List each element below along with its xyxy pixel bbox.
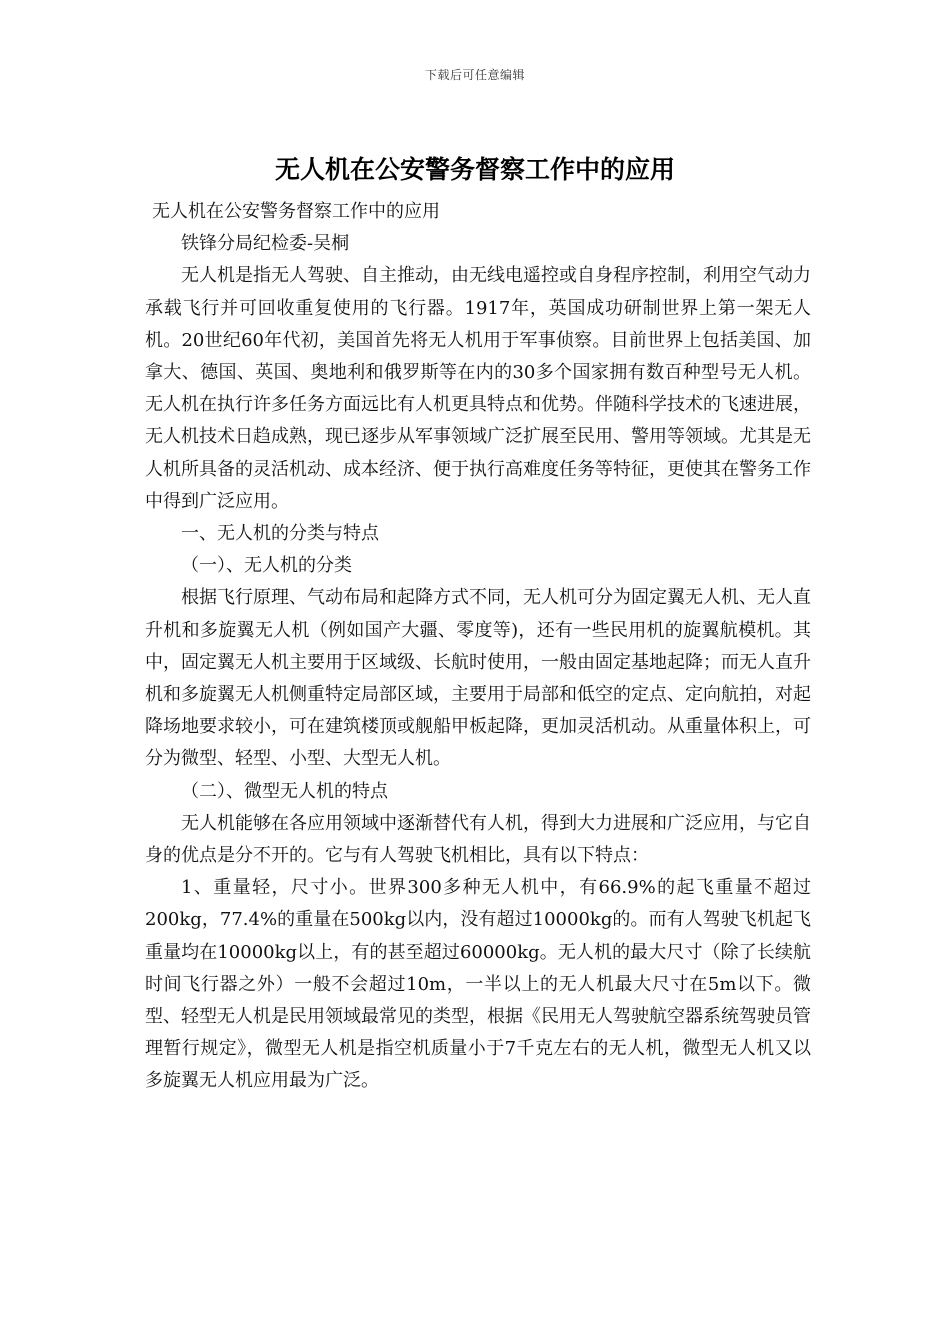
paragraph-features-intro: 无人机能够在各应用领域中逐渐替代有人机，得到大力进展和广泛应用，与它自身的优点是分不开的。它与有人驾驶飞机相比，具有以下特点： <box>145 812 811 867</box>
header-note: 下载后可任意编辑 <box>424 68 525 82</box>
paragraph-intro: 无人机是指无人驾驶、自主推动，由无线电遥控或自身程序控制，利用空气动力承载飞行并可回收重复使用的飞行器。1917年，英国成功研制世界上第一架无人机。20世纪60年代初，美国首先将无人机用于军事侦察。目前世界上包括美国、加拿大、德国、英国、奥地利和俄罗斯等在内的30多个国家拥有数百种型号无人机。无人机在执行许多任务方面远比有人机更具特点和优势。伴随科学技术的飞速进展，无人机技术日趋成熟，现已逐步从军事领域广泛扩展至民用、警用等领域。尤其是无人机所具备的灵活机动、成本经济、便于执行高难度任务等特征，更使其在警务工作中得到广泛应用。 <box>145 265 811 512</box>
author-line: 铁锋分局纪检委-吴桐 <box>181 233 350 255</box>
paragraph-feature-1: 1、重量轻，尺寸小。世界300多种无人机中，有66.9%的起飞重量不超过200kg，77.4%的重量在500kg以内，没有超过10000kg的。而有人驾驶飞机起飞重量均在10000kg以上，有的甚至超过60000kg。无人机的最大尺寸（除了长续航时间飞行器之外）一般不会超过10m，一半以上的无人机最大尺寸在5m以下。微型、轻型无人机是民用领域最常见的类型，根据《民用无人驾驶航空器系统驾驶员管理暂行规定》，微型无人机是指空机质量小于7千克左右的无人机，微型无人机又以多旋翼无人机应用最为广泛。 <box>145 877 811 1092</box>
document-body <box>145 196 811 1098</box>
paragraph-classification: 根据飞行原理、气动布局和起降方式不同，无人机可分为固定翼无人机、无人直升机和多旋翼无人机（例如国产大疆、零度等)，还有一些民用机的旋翼航模机。其中，固定翼无人机主要用于区域级、长航时使用，一般由固定基地起降；而无人直升机和多旋翼无人机侧重特定局部区域，主要用于局部和低空的定点、定向航拍，对起降场地要求较小，可在建筑楼顶或舰船甲板起降，更加灵活机动。从重量体积上，可分为微型、轻型、小型、大型无人机。 <box>145 587 811 770</box>
section-heading-1: 一、无人机的分类与特点 <box>181 523 379 545</box>
document-subtitle: 无人机在公安警务督察工作中的应用 <box>152 201 440 222</box>
document-title: 无人机在公安警务督察工作中的应用 <box>274 155 675 184</box>
subsection-heading-1: （一）、无人机的分类 <box>181 555 352 577</box>
subsection-heading-2: （二）、微型无人机的特点 <box>181 780 388 802</box>
